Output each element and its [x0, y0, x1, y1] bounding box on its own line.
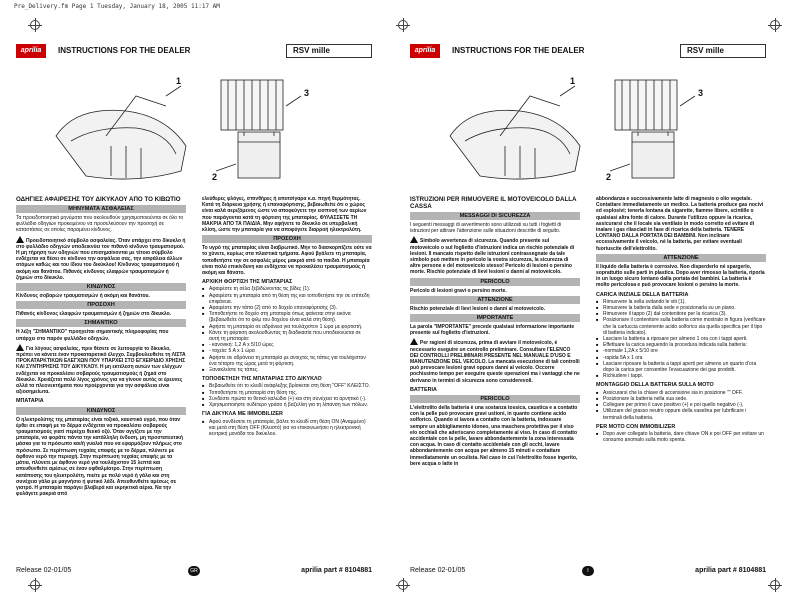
paragraph: Pericolo di lesioni gravi o persino morte.: [410, 287, 507, 294]
print-info-line: Pre_Delivery.fm Page 1 Tuesday, January 18, 2005 11:17 AM: [14, 3, 220, 10]
callout-2: 2: [212, 172, 218, 182]
list-item: ■ Αφού συνδέσετε τη μπαταρία, βάλτε το κλειδί στη θέση ON (Αναμμένο) και μετά στη θέση OFF (Κλειστό) για να επικοινωνήσει η ηλεκτρονική κεντρική μονάδα του δικύκλου.: [202, 419, 372, 438]
motorcycle-battery-illustration: [16, 66, 372, 194]
subheading-battery: BATTERIA: [410, 386, 437, 393]
page-header: [16, 44, 372, 58]
list-item: ■ Utilizzare del grasso neutro oppure della vaselina per lubrificare i terminali della batteria.: [596, 408, 766, 420]
subheading-install: MONTAGGIO DELLA BATTERIA SULLA MOTO: [596, 382, 714, 389]
paragraph: Κίνδυνος σοβαρών τραυματισμών ή ακόμη και θανάτου.: [16, 293, 150, 300]
page-footer: [16, 564, 372, 578]
list-item: ■ Effettuare la carica seguendo la procedura indicata sulla batteria:: [596, 342, 766, 348]
subheading-charge: ΑΡΧΙΚΗ ΦΟΡΤΙΣΗ ΤΗΣ ΜΠΑΤΑΡΙΑΣ: [202, 279, 293, 286]
list-item: ■ -normale 1,2A x 5/10 ore: [596, 348, 766, 354]
page-greek: [16, 44, 372, 578]
paragraph: La parola "IMPORTANTE" precede qualsiasi informazione importante presente sul foglietto d'istruzioni.: [410, 324, 575, 337]
bar-danger: PERICOLO: [410, 395, 580, 403]
column-right: [596, 196, 766, 443]
bar-danger: ΚΙΝΔΥΝΟΣ: [16, 283, 186, 291]
bar-important: ΣΗΜΑΝΤΙΚΟ: [16, 319, 186, 327]
bar-caution: ΠΡΟΣΟΧΗ: [16, 301, 186, 309]
list-item: ■ Αφαιρέστε την τάπα (2) από το δοχείο επαναφόρτισης (3).: [202, 305, 372, 311]
list-install: [596, 390, 766, 421]
list-item: ■ Αφήστε σε αδράνεια τη μπαταρία με ανοιχτές τις τάπες για τουλάχιστον ένα τέταρτο της ώρας μετά τη φόρτιση.: [202, 355, 372, 367]
list-item: ■ Χρησιμοποιήστε ουδέτερο γράσο ή βαζελίνη για τη λίπανση των πόλων.: [202, 402, 372, 408]
list-item: ■ Συνδέστε πρώτα το θετικό καλώδιο (+) και στη συνέχεια το αρνητικό (-).: [202, 396, 372, 402]
list-charge: [596, 299, 766, 380]
release-label: Release 02-01/05: [16, 567, 72, 574]
list-item: ■ -rapida 5A x 1 ora: [596, 355, 766, 361]
bar-danger: PERICOLO: [410, 278, 580, 286]
list-item: ■ Rimuovere la sella svitando le viti (1).: [596, 299, 766, 305]
section-title: ISTRUZIONI PER RIMUOVERE IL MOTOVEICOLO DALLA CASSA: [410, 196, 577, 210]
warning-triangle-icon: [410, 338, 418, 345]
registration-mark: [770, 20, 780, 30]
paragraph: Per ragioni di sicurezza, prima di avviare il motoveicolo, è necessario eseguire un controllo preliminare. Consultare l'ELENCO DEI CONTROLLI PRELIMINARI PRESENTE NEL MANUALE D'USO E MANUTENZIONE DEL VEICOLO. La mancata esecuzione di tali controlli può provocare lesioni gravi oppure danni al veicolo. Occorre pochissimo tempo per eseguire queste operazioni ma i vantaggi che ne derivano in termini di sicurezza sono considerevoli.: [410, 340, 580, 384]
registration-mark: [30, 580, 40, 590]
paragraph: Τα προειδοποιητικά μηνύματα που ακολουθούν χρησιμοποιούνται σε όλο το φυλλάδιο οδηγιών προκειμένου να προσελκύσουν την προσοχή σε καταστάσεις σε οποίες παραμένει κίνδυνος.: [16, 215, 184, 234]
list-install: [202, 383, 372, 408]
bar-safety: MESSAGGI DI SICUREZZA: [410, 212, 580, 220]
aprilia-logo: aprilia: [16, 44, 46, 58]
warning-triangle-icon: [410, 236, 418, 243]
bar-safety: ΜΗΝΥΜΑΤΑ ΑΣΦΑΛΕΙΑΣ: [16, 205, 186, 213]
page-badge: GR: [188, 566, 200, 576]
registration-mark: [770, 580, 780, 590]
paragraph: I seguenti messaggi di avvertimento sono utilizzati su tutti i fogletti di istruzioni per attirare l'attenzione sulle situazioni descritte di seguito.: [410, 222, 562, 235]
list-item: ■ Βεβαιωθείτε ότι το κλειδί ανάφλεξης βρίσκεται στη θέση "OFF" ΚΛΕΙΣΤΟ.: [202, 383, 372, 389]
paragraph: Για λόγους ασφαλείας, πριν θέσετε σε λειτουργία το δίκυκλο, πρέπει να κάνετε έναν προκαταρκτικό έλεγχο. Συμβουλευθείτε τη ΛΙΣΤΑ ΠΡΟΚΑΤΑΡΚΤΙΚΩΝ ΕΛΕΓΧΩΝ ΠΟΥ ΥΠΑΡΧΕΙ ΣΤΟ ΕΓΧΕΙΡΙΔΙΟ ΧΡΗΣΗΣ ΚΑΙ ΣΥΝΤΗΡΗΣΗΣ ΤΟΥ ΔΙΚΥΚΛΟΥ. Η μη εκτέλεση αυτών των ελέγχων ενδέχεται να προκαλέσει σοβαρούς τραυματισμούς ή ζημιά στο δίκυκλο. Χρειάζεται πολύ λίγος χρόνος για να γίνουν αυτός οι έρευνες αλλά τα πλεονεκτήματα που προέρχονται για την ασφάλεια είναι αξιοσημείωτα.: [16, 345, 186, 396]
header-title: INSTRUCTIONS FOR THE DEALER: [452, 46, 585, 55]
bar-caution: ΠΡΟΣΟΧΗ: [202, 235, 372, 243]
callout-3: 3: [304, 88, 310, 98]
subheading-install: ΤΟΠΟΘΕΤΗΣΗ ΤΗΣ ΜΠΑΤΑΡΙΑΣ ΣΤΟ ΔΙΚΥΚΛΟ: [202, 376, 322, 383]
bar-important: IMPORTANTE: [410, 314, 580, 322]
paragraph: abbondanza e successivamente latte di magnesio o olio vegetale. Contattare immediatamente un medico. La batteria produce gas nocivi ed esplosivi; tenerla lontana da sigarette, fiamme libere, scintille o qualsiasi altra fonte di calore. Durante l'utilizzo oppure la ricarica, assicurarsi che il locale sia ventilato in modo corretto ed evitare di inalare i gas rilasciati in fase di ricarica della batteria. TENERE LONTANO DALLA PORTATA DEI BAMBINI. Non inclinare eccessivamente il veicolo, né la batteria, per evitare eventuali fuoriuscite dell'elettrolito.: [596, 196, 764, 252]
list-item: ■ Assicurarsi che la chiave di accensione sia in posizione "" OFF.: [596, 390, 766, 396]
list-item: ■ Τοποθετήστε τη μπαταρία στη θέση της.: [202, 390, 372, 396]
header-title: INSTRUCTIONS FOR THE DEALER: [58, 46, 191, 55]
list-item: ■ - κανονική: 1,2 A x 5/10 ώρες: [202, 342, 372, 348]
list-item: ■ Αφήστε τη μπαταρία σε αδράνεια για τουλάχιστον 1 ώρα με φορτιστή.: [202, 324, 372, 330]
list-item: ■ - ταχεία: 5 A x 1 ώρα: [202, 348, 372, 354]
list-immobilizer: [202, 419, 372, 438]
list-item: ■ Αφαιρέστε τη σέλα ξεβιδώνοντας τις βίδες (1).: [202, 286, 372, 292]
callout-3: 3: [698, 88, 704, 98]
list-item: ■ Rimuovere la batteria dalla sede e posizionarla su un piano.: [596, 305, 766, 311]
part-number: aprilia part # 8104881: [301, 567, 372, 574]
list-item: ■ Ξανακλείστε τις τάπες.: [202, 367, 372, 373]
list-item: ■ Τοποθετήστε το δοχείο στη μπαταρία όπως φαίνεται στην εικόνα (βεβαιωθείτε ότι το φιλμ του δοχείου είναι καλά στη θέση).: [202, 311, 372, 323]
list-item: ■ Richiudere i tappi.: [596, 373, 766, 379]
page-header: [410, 44, 766, 58]
registration-mark: [398, 20, 408, 30]
page-italian: [410, 44, 766, 578]
list-item: ■ Lasciare la batteria a riposare per almeno 1 ora con i tappi aperti.: [596, 336, 766, 342]
list-immobilizer: [596, 431, 766, 443]
page-footer: [410, 564, 766, 578]
model-box: RSV mille: [680, 44, 766, 58]
bar-caution: ATTENZIONE: [596, 254, 766, 262]
callout-2: 2: [606, 172, 612, 182]
list-item: ■ Dopo aver collegato la batteria, dare chiave ON e poi OFF per evitare un consumo anomalo sulla moto spenta.: [596, 431, 766, 443]
paragraph: Το υγρό της μπαταρίας είναι διαβρωτικό. Μην το διασκορπίζετε ούτε να το χύνετε, κυρίως στα πλαστικά τμήματα. Αφού βγάλετε τη μπαταρία, τοποθετήστε την σε ασφαλές μέρος μακριά από τα παιδιά. Η μπαταρία είναι πολύ επικίνδυνη και ενδέχεται να προκαλέσει τραυματισμούς ή ακόμη και θάνατο.: [202, 245, 372, 277]
list-item: ■ Posizionare il contenitore sulla batteria come mostrato in figura (verificare che la cartuccia contenente acido solforico sia quella specifica per il tipo di batteria indicato).: [596, 317, 766, 336]
subheading-charge: CARICA INIZIALE DELLA BATTERIA: [596, 291, 689, 298]
model-box: RSV mille: [286, 44, 372, 58]
list-item: ■ Posizionare la batteria nella sua sede.: [596, 396, 766, 402]
paragraph: Ο ηλεκτρολύτης της μπαταρίας είναι τοξικό, καυστικό υγρό, που όταν έρθει σε επαφή με το δέρμα ενδέχεται να προκαλέσει σοβαρούς τραυματισμούς γιατί περιέχει θειικό οξύ. Όταν αγγίζετε με την μπαταρία, να φοράτε πάντα την κατάλληλη ένδυση, μη προστατευτική μάσκα για το πρόσωπο και/ή γυαλιά που να εφαρμόζουν πλήρως στο πρόσωπο. Σε περίπτωση τυχαίας επαφής με το δέρμα, πλύνετε με άφθονο νερό την περιοχή. Στην περίπτωση τυχαίας επαφής με τα μάτια, πλύνετε με άφθονο νερό για τουλάχιστον 15 λεπτά και απευθυνθείτε αμέσως σε έναν οφθαλμίατρο. Στην περίπτωση κατάποσης του ηλεκτρολύτη, πιείτε με πολύ νερό ή γάλα και στη συνέχεια γάλα με μαγνήσιο ή φυτικό λάδι. Απευθυνθείτε αμέσως σε γιατρό. Η μπαταρία παράγει βλαβερά και εκρηκτικά αέρια. Να την φυλάγετε μακριά από: [16, 416, 183, 498]
release-label: Release 02-01/05: [410, 567, 466, 574]
list-item: ■ Rimuovere il tappo (2) dal contenitore per la ricarica (3).: [596, 311, 766, 317]
aprilia-logo: aprilia: [410, 44, 440, 58]
column-left: [410, 196, 580, 469]
paragraph: Πιθανός κίνδυνος ελαφρών τραυματισμών ή ζημιών στο δίκυκλο.: [16, 311, 172, 318]
paragraph: Rischio potenziale di lievi lesioni o danni al motoveicolo.: [410, 305, 546, 312]
list-charge: [202, 286, 372, 373]
bar-caution: ATTENZIONE: [410, 296, 580, 304]
list-item: ■ Κάντε τη φόρτιση ακολουθώντας τη διαδικασία που υποδεικνύεται σε αυτή τη μπαταρία:: [202, 330, 372, 342]
callout-1: 1: [570, 76, 576, 86]
bar-danger: ΚΙΝΔΥΝΟΣ: [16, 407, 186, 415]
registration-mark: [30, 20, 40, 30]
list-item: ■ Lasciare riposare la batteria a tappi aperti per almeno un quarto d'ora dopo la carica per consentire l'evacuazione dei gas prodotti.: [596, 361, 766, 373]
warning-triangle-icon: [16, 344, 24, 351]
section-title: ΟΔΗΓΙΕΣ ΑΦΑΙΡΕΣΗΣ ΤΟΥ ΔΙΚΥΚΛΟΥ ΑΠΟ ΤΟ ΚΙΒΩΤΙΟ: [16, 196, 181, 203]
paragraph: Simbolo avvertenza di sicurezza. Quando presente sul motoveicolo o sul foglietto d'istruzioni indica un rischio potenziale di lesioni. Il mancato rispetto delle istruzioni contrassegnate da tale simbolo può mettere in pericolo la vostra sicurezza, la sicurezza di altre persone e del motoveicolo stesso! Pericolo di lesioni o persino morte. Rischio potenziale di lievi lesioni o danni al motoveicolo.: [410, 238, 575, 276]
motorcycle-battery-illustration: [410, 66, 766, 194]
paragraph: ελεύθερες φλόγες, σπινθήρες ή αποτσίγαρα κ.α. πηγή θερμότητας. Κατά τη διάρκεια χρήσης ή επαναφόρτισης, βεβαιωθείτε ότι ο χώρος είναι καλά αεριζόμενος ώστε να αποφεύγετε την εισπνοή των αερίων που παράγονται κατά τη φόρτιση της μπαταρίας. ΦΥΛΑΣΣΕΤΕ ΤΗ ΜΑΚΡΙΑ ΑΠΟ ΤΑ ΠΑΙΔΙΑ. Μην αφήνετε το δίκυκλο σε υπερβολική κλίση, ώστε την μπαταρία για να αποφύγετε διαρροή ηλεκτρολύτη.: [202, 196, 367, 234]
list-item: ■ Αφαιρέστε τη μπαταρία από τη θέση της και τοποθετήστε την σε επίπεδη επιφάνεια.: [202, 293, 372, 305]
subheading-immobilizer: ΓΙΑ ΔΙΚΥΚΛΑ ΜΕ IMMOBILIZER: [202, 411, 283, 418]
paragraph: Προειδοποιητικό σύμβολο ασφαλείας. Όταν υπάρχει στο δίκυκλο ή στο φυλλάδιο οδηγιών υποδεικνύει τον πιθανό κίνδυνο τραυματισμού. Η μη τήρηση των οδηγιών που επισημαίνονται με τέτοιο σύμβολο ενδέχεται να θέσει σε κίνδυνο την ασφάλεια σας, την ασφάλεια άλλων ατόμων καθώς και του ίδιου του δικύκλου! Κίνδυνος τραυματισμού ή ακόμη και θανάτου. Πιθανός κίνδυνος ελαφρών τραυματισμών ή ζημιών στο δίκυκλο.: [16, 237, 186, 281]
paragraph: Η λέξη "ΣΗΜΑΝΤΙΚΟ" προηγείται σημαντικής πληροφορίας που υπάρχει στο παρόν φυλλάδιο οδηγιών.: [16, 329, 169, 342]
callout-1: 1: [176, 76, 182, 86]
list-item: ■ Collegare per primo il cavo positivo (+) e poi quello negativo (-).: [596, 402, 766, 408]
paragraph: L'elettrolito della batteria è una sostanza tossica, caustica e a contatto con la pelle può provocare gravi ustioni, in quanto contiene acido solforico. Quando si lavora a contatto con la batteria, indossare sempre un abbigliamento idoneo, una maschera protettiva per il viso e/o occhiali che aderiscano completamente al viso. In caso di contatto accidentale con la pelle, lavare abbondantemente la zona interessata con acqua. In caso di contatto accidentale con gli occhi, lavare abbondantemente con acqua per almeno 15 minuti e contattare immediatamente un oculista. Nel caso in cui l'elettrolito fosse ingerito, bere acqua o latte in: [410, 405, 578, 467]
subheading-immobilizer: PER MOTO CON IMMOBILIZER: [596, 423, 676, 430]
warning-triangle-icon: [16, 236, 24, 243]
column-right: [202, 196, 372, 437]
paragraph: Il liquido della batteria è corrosivo. Non disperderlo né spargerlo, soprattutto sulle parti in plastica. Dopo aver rimosso la batteria, riporla in un luogo sicuro lontano dalla portata dei bambini. La batteria è molto pericolosa e può provocare lesioni o persino la morte.: [596, 263, 765, 289]
column-left: [16, 196, 186, 499]
subheading-battery: ΜΠΑΤΑΡΙΑ: [16, 398, 44, 405]
page-badge: I: [582, 566, 594, 576]
registration-mark: [398, 580, 408, 590]
part-number: aprilia part # 8104881: [695, 567, 766, 574]
